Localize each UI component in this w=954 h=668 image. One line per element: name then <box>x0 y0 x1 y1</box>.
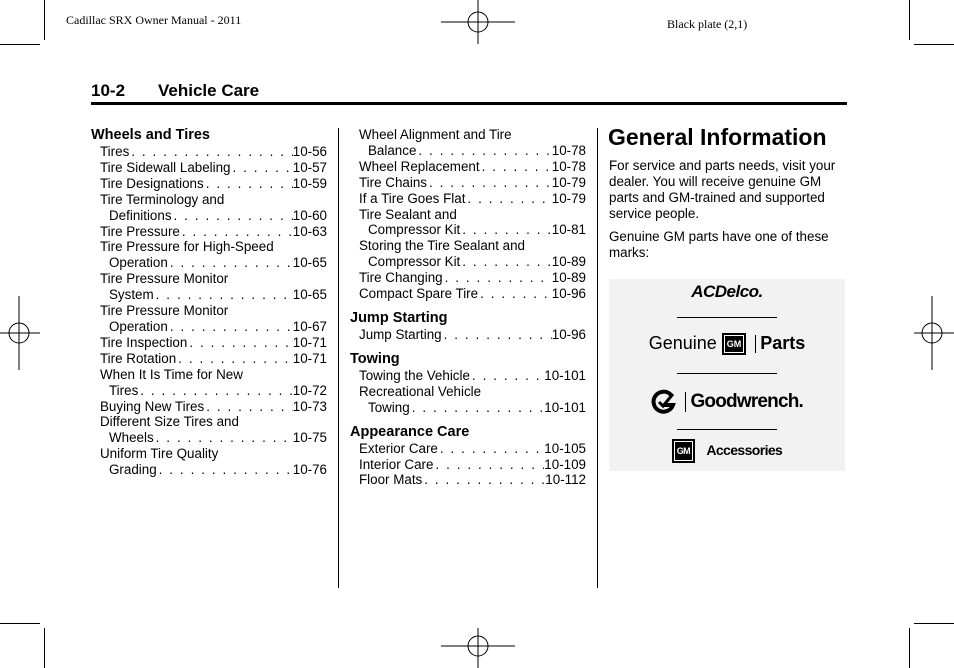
toc-entry[interactable] <box>350 327 586 343</box>
goodwrench-text: Goodwrench. <box>690 391 804 413</box>
section-title: General Information <box>608 124 827 150</box>
toc-entry-text: Storing the Tire Sealant and <box>359 238 526 254</box>
dot-leader <box>438 441 544 457</box>
registration-mark-bottom <box>441 624 515 668</box>
dot-leader <box>204 399 293 415</box>
section-spacer <box>350 302 586 310</box>
dot-leader <box>138 383 292 399</box>
toc-section-heading: Towing <box>350 350 400 367</box>
toc-page-number: 10-105 <box>544 440 586 456</box>
toc-page-number: 10-72 <box>292 382 327 398</box>
toc-column-2 <box>350 127 586 488</box>
toc-entry[interactable] <box>91 319 327 335</box>
toc-entry[interactable] <box>350 400 586 416</box>
toc-entry[interactable] <box>91 335 327 351</box>
toc-page-number: 10-65 <box>292 255 327 271</box>
toc-entry-label: Buying New Tires <box>100 398 205 414</box>
toc-entry-label: Tire Pressure <box>100 223 180 239</box>
general-info-paragraph: Genuine GM parts have one of these marks: <box>609 229 829 260</box>
toc-page-number: 10-59 <box>292 175 327 191</box>
toc-page-number: 10-109 <box>544 456 586 472</box>
toc-entry-text: Tire Terminology and <box>100 191 225 207</box>
toc-section-heading: Jump Starting <box>350 309 448 326</box>
toc-page-number: 10-89 <box>551 254 586 270</box>
crop-mark <box>44 628 45 668</box>
toc-entry-text: Different Size Tires and <box>100 414 239 430</box>
toc-entry-label: Towing <box>368 399 410 415</box>
toc-entry-text: Tire Pressure Monitor <box>100 271 229 287</box>
toc-entry-label: Exterior Care <box>359 440 438 456</box>
crop-mark <box>914 623 954 624</box>
toc-section-heading: Appearance Care <box>350 423 470 440</box>
toc-page-number: 10-56 <box>292 144 327 159</box>
toc-entry[interactable] <box>350 368 586 384</box>
dot-leader <box>180 224 293 240</box>
toc-page-number: 10-78 <box>551 142 586 158</box>
dot-leader <box>129 144 292 160</box>
toc-entry[interactable] <box>350 286 586 302</box>
toc-entry-label: Wheels <box>109 430 154 446</box>
mark-divider <box>677 373 777 374</box>
dot-leader <box>433 457 544 473</box>
genuine-gm-parts-logo <box>609 333 845 355</box>
dot-leader <box>168 319 293 335</box>
toc-page-number: 10-96 <box>551 326 586 342</box>
toc-entry-label: Grading <box>109 462 157 478</box>
toc-page-number: 10-81 <box>551 222 586 238</box>
toc-entry-label: Compressor Kit <box>368 222 461 238</box>
crop-mark <box>909 628 910 668</box>
toc-page-number: 10-79 <box>551 190 586 206</box>
toc-entry[interactable] <box>350 175 586 191</box>
toc-entry-label: Tire Rotation <box>100 350 177 366</box>
dot-leader <box>442 327 552 343</box>
toc-entry[interactable] <box>91 399 327 415</box>
toc-page-number: 10-89 <box>551 270 586 286</box>
acdelco-logo-text: ACDelco. <box>691 282 763 301</box>
toc-entry-label: Tires <box>109 382 139 398</box>
toc-entry[interactable] <box>91 224 327 240</box>
toc-entry[interactable] <box>91 430 327 446</box>
crop-mark <box>44 0 45 40</box>
acdelco-logo <box>609 282 845 302</box>
toc-entry-label: If a Tire Goes Flat <box>359 190 466 206</box>
toc-entry-text: When It Is Time for New <box>100 366 243 382</box>
toc-entry-label: Floor Mats <box>359 472 423 488</box>
dot-leader <box>480 159 552 175</box>
toc-entry[interactable] <box>350 472 586 488</box>
toc-page-number: 10-101 <box>544 367 586 383</box>
column-divider <box>338 128 339 588</box>
toc-page-number: 10-71 <box>292 350 327 366</box>
toc-entry[interactable] <box>350 222 586 238</box>
toc-entry[interactable] <box>350 159 586 175</box>
crop-mark <box>909 0 910 40</box>
column-divider <box>597 128 598 588</box>
toc-entry-label: Jump Starting <box>359 326 442 342</box>
toc-entry[interactable] <box>91 160 327 176</box>
toc-page-number: 10-65 <box>292 287 327 303</box>
print-header-right: Black plate (2,1) <box>667 17 748 31</box>
crop-mark <box>0 623 40 624</box>
toc-entry[interactable] <box>350 457 586 473</box>
dot-leader <box>443 270 552 286</box>
toc-entry-label: Tire Changing <box>359 270 443 286</box>
mark-divider <box>677 429 777 430</box>
registration-mark-left <box>0 296 44 370</box>
toc-section-heading: Wheels and Tires <box>91 127 210 143</box>
toc-page-number: 10-101 <box>544 399 586 415</box>
general-info-paragraph: For service and parts needs, visit your dealer. You will receive genuine GM parts and GM-trained and supported service people. <box>609 158 836 221</box>
dot-leader <box>154 430 293 446</box>
section-spacer <box>350 343 586 351</box>
toc-page-number: 10-79 <box>551 174 586 190</box>
genuine-text: Genuine <box>648 333 717 353</box>
toc-entry-label: Tire Inspection <box>100 334 188 350</box>
toc-entry-label: Towing the Vehicle <box>359 367 470 383</box>
toc-entry-label: Compact Spare Tire <box>359 286 479 302</box>
print-header-left: Cadillac SRX Owner Manual - 2011 <box>66 13 242 27</box>
toc-page-number: 10-78 <box>551 158 586 174</box>
dot-leader <box>470 368 544 384</box>
toc-page-number: 10-67 <box>292 318 327 334</box>
toc-page-number: 10-73 <box>292 398 327 414</box>
toc-page-number: 10-60 <box>292 207 327 223</box>
toc-entry-label: Wheel Replacement <box>359 158 480 174</box>
toc-entry[interactable] <box>350 254 586 270</box>
toc-entry-label: Compressor Kit <box>368 254 461 270</box>
toc-entry-label: Tire Chains <box>359 174 427 190</box>
dot-leader <box>427 175 552 191</box>
registration-mark-right <box>910 296 954 370</box>
page-number: 10-2 <box>91 81 126 100</box>
toc-entry[interactable] <box>350 270 586 286</box>
toc-column-1 <box>91 127 327 478</box>
dot-leader <box>157 462 293 478</box>
gm-marks-panel <box>609 279 845 471</box>
mark-divider <box>677 317 777 318</box>
toc-entry-label: Definitions <box>109 207 172 223</box>
goodwrench-g-icon <box>651 389 677 415</box>
toc-page-number: 10-76 <box>292 462 327 478</box>
toc-entry-text: Tire Pressure for High-Speed <box>100 239 274 255</box>
toc-entry[interactable] <box>91 383 327 399</box>
crop-mark <box>0 44 40 45</box>
goodwrench-logo <box>609 389 845 415</box>
toc-entry-label: Operation <box>109 318 168 334</box>
toc-page-number: 10-75 <box>292 430 327 446</box>
toc-entry-text: Uniform Tire Quality <box>100 446 219 462</box>
toc-page-number: 10-63 <box>292 223 327 239</box>
toc-entry-label: Tire Sidewall Labeling <box>100 159 231 175</box>
toc-entry-text: Wheel Alignment and Tire <box>359 127 512 142</box>
toc-entry[interactable] <box>91 255 327 271</box>
gm-logo-icon: GM <box>672 439 695 463</box>
toc-entry-text: Tire Pressure Monitor <box>100 303 229 319</box>
dot-leader <box>478 286 552 302</box>
crop-mark <box>914 44 954 45</box>
logo-separator <box>755 335 756 353</box>
section-spacer <box>350 416 586 424</box>
dot-leader <box>187 335 292 351</box>
toc-page-number: 10-112 <box>545 472 586 488</box>
dot-leader <box>168 255 293 271</box>
dot-leader <box>176 351 293 367</box>
page-title: Vehicle Care <box>158 81 260 100</box>
toc-entry-text: Tire Sealant and <box>359 206 457 222</box>
toc-entry-label: Interior Care <box>359 456 434 472</box>
toc-page-number: 10-96 <box>551 286 586 302</box>
dot-leader <box>154 287 293 303</box>
toc-entry[interactable] <box>91 208 327 224</box>
toc-entry-text: Recreational Vehicle <box>359 383 482 399</box>
dot-leader <box>422 472 545 488</box>
dot-leader <box>204 176 293 192</box>
toc-entry-label: Operation <box>109 255 168 271</box>
dot-leader <box>416 143 551 159</box>
toc-entry[interactable] <box>91 351 327 367</box>
toc-entry[interactable] <box>350 441 586 457</box>
dot-leader <box>172 208 293 224</box>
gm-logo-icon: GM <box>722 333 747 355</box>
dot-leader <box>465 191 551 207</box>
parts-text: Parts <box>760 333 806 353</box>
toc-entry-label: System <box>109 287 154 303</box>
toc-entry[interactable] <box>350 143 586 159</box>
toc-entry[interactable] <box>91 176 327 192</box>
dot-leader <box>231 160 293 176</box>
toc-entry[interactable] <box>91 462 327 478</box>
dot-leader <box>460 254 551 270</box>
toc-page-number: 10-57 <box>292 159 327 175</box>
toc-entry-label: Tire Designations <box>100 175 204 191</box>
toc-entry-label: Balance <box>368 142 417 158</box>
accessories-text: Accessories <box>706 441 783 458</box>
registration-mark-top <box>441 0 515 48</box>
gm-accessories-logo <box>609 439 845 463</box>
toc-entry[interactable] <box>91 144 327 160</box>
toc-entry[interactable] <box>91 287 327 303</box>
dot-leader <box>460 222 551 238</box>
toc-entry-label: Tires <box>100 144 130 159</box>
toc-page-number: 10-71 <box>292 334 327 350</box>
logo-separator <box>685 392 686 412</box>
header-rule <box>91 102 847 105</box>
dot-leader <box>410 400 545 416</box>
toc-entry[interactable] <box>350 191 586 207</box>
